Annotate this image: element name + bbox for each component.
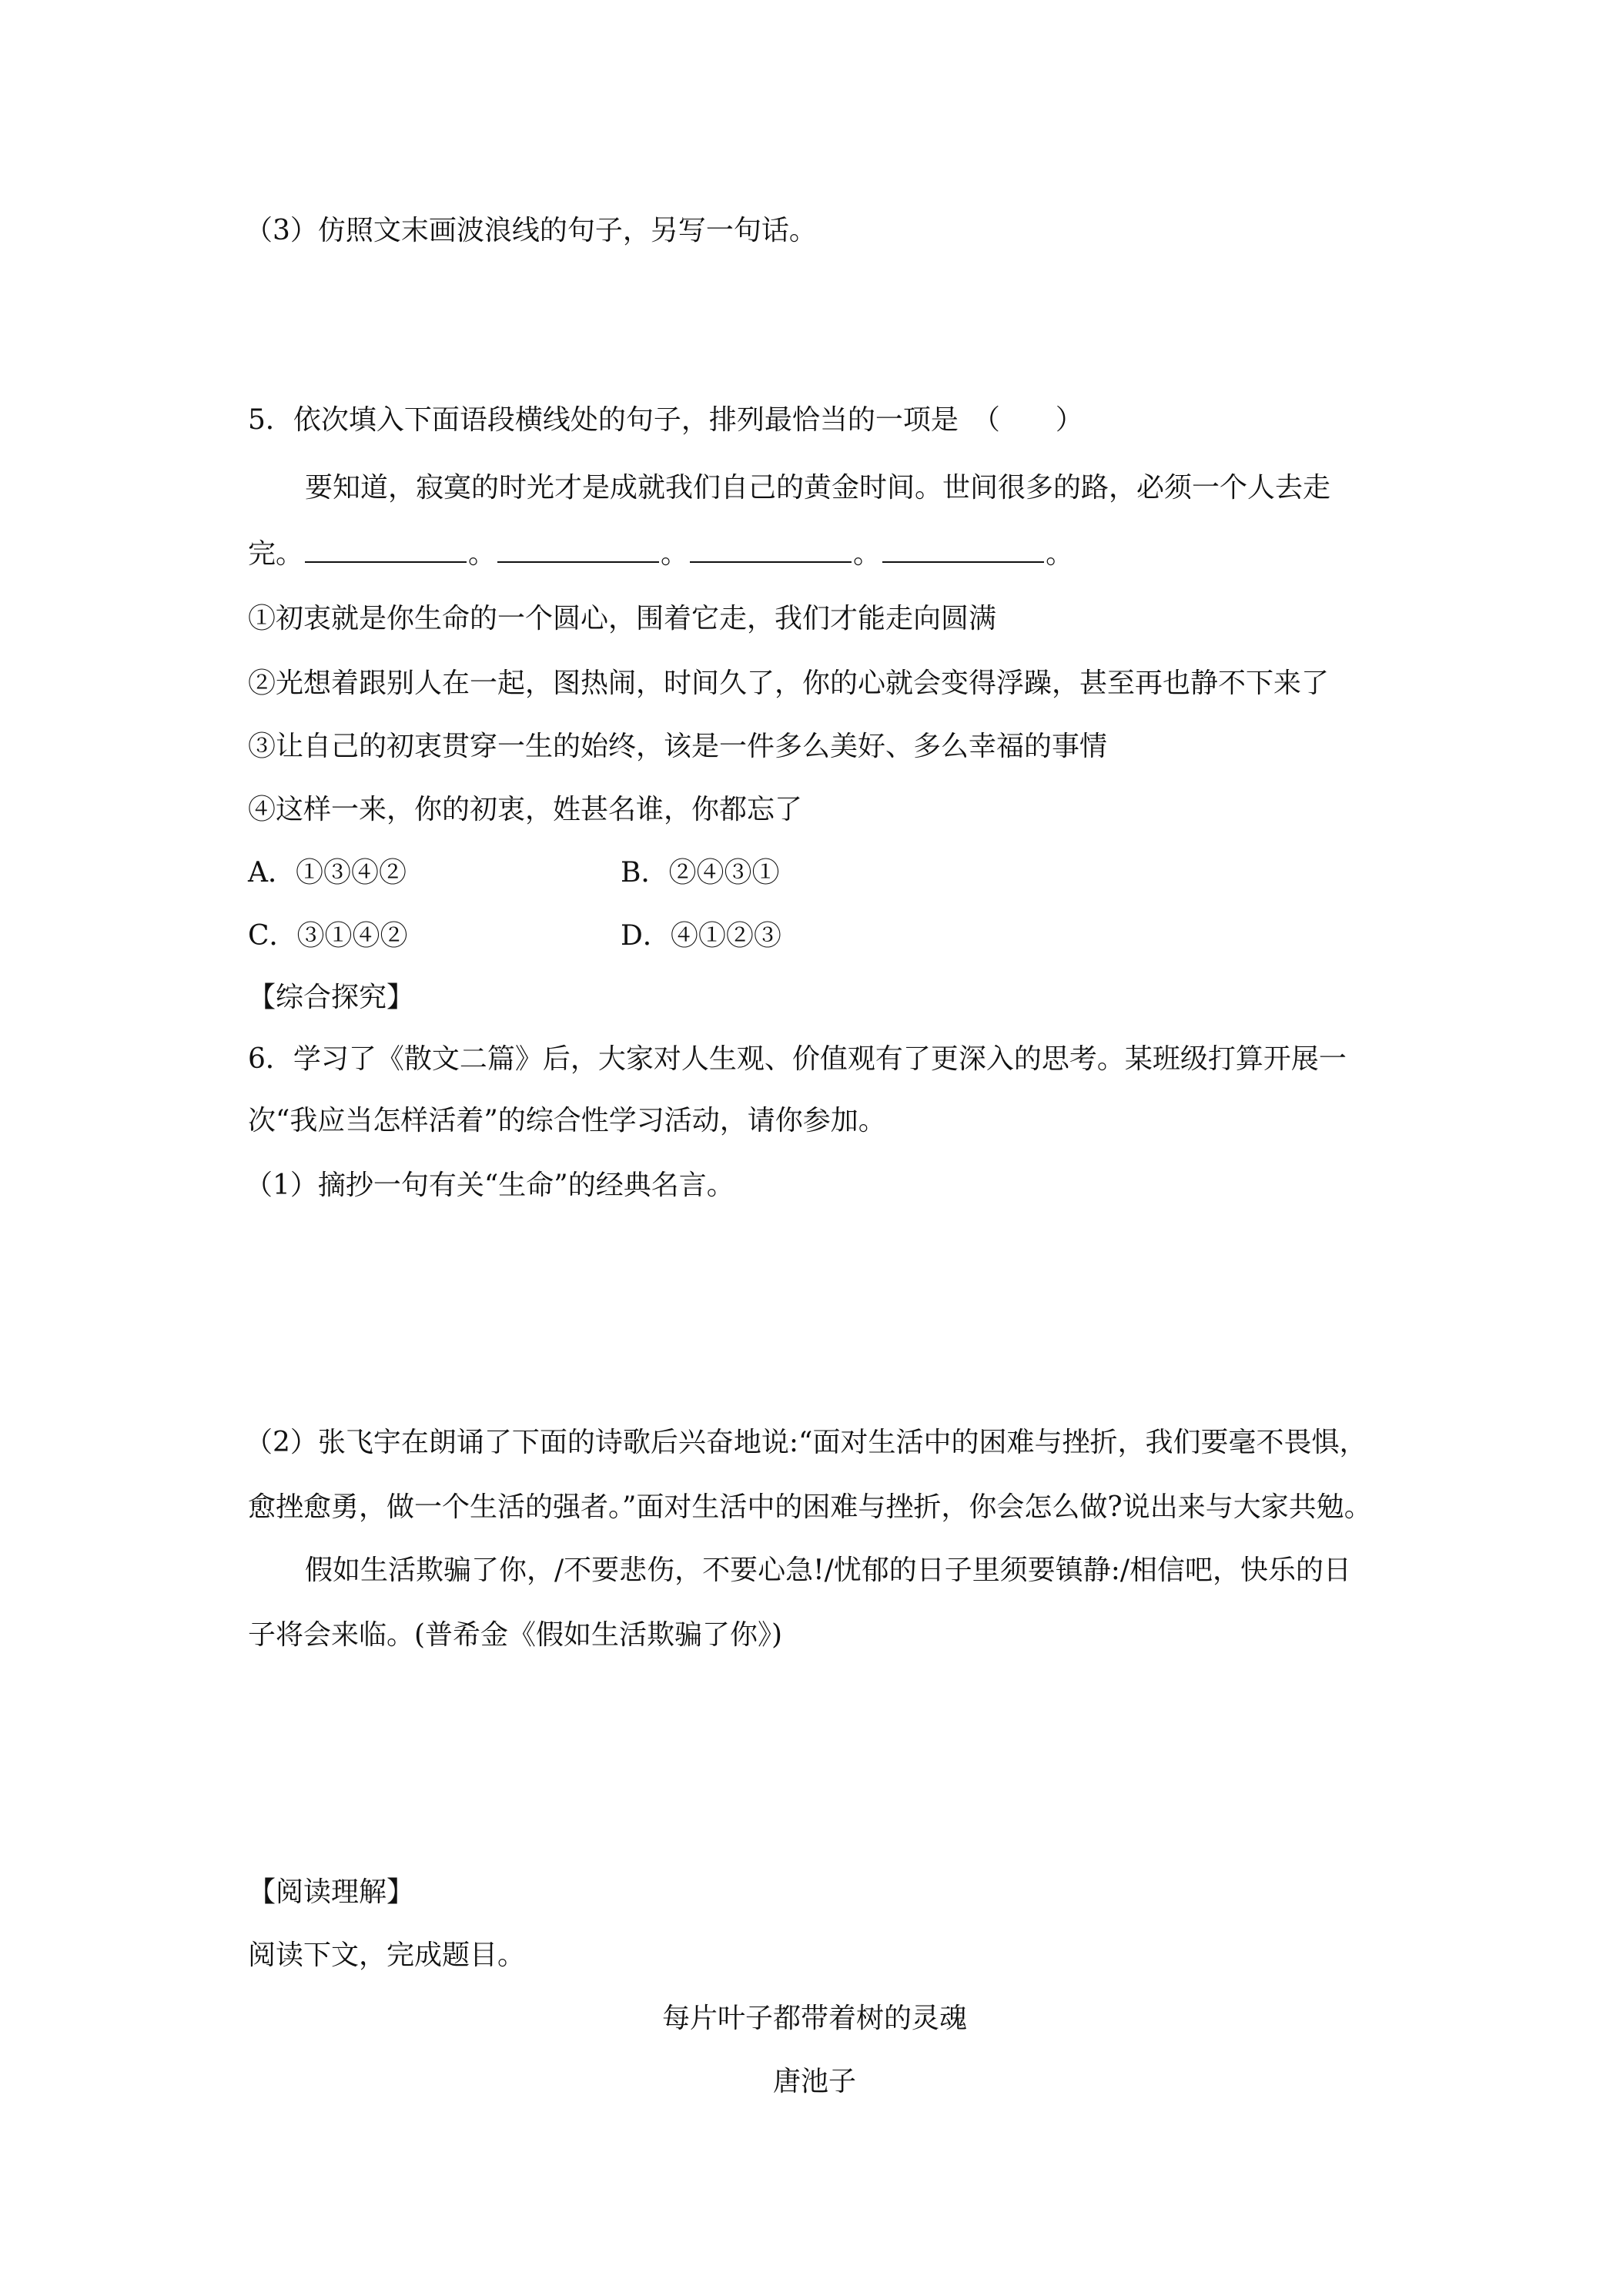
- question-4-3: （3）仿照文末画波浪线的句子，另写一句话。: [245, 215, 817, 246]
- section-heading-integrated: 【综合探究】: [248, 982, 415, 1013]
- question-6-stem-line2: 次“我应当怎样活着”的综合性学习活动，请你参加。: [248, 1105, 886, 1136]
- blank-4: [882, 538, 1044, 563]
- sentence-2: ②光想着跟别人在一起，图热闹，时间久了，你的心就会变得浮躁，甚至再也静不下来了: [248, 668, 1330, 699]
- sentence-4: ④这样一来，你的初衷，姓甚名谁，你都忘了: [248, 794, 803, 825]
- paragraph-prefix: 完。: [248, 538, 304, 570]
- sentence-1: ①初衷就是你生命的一个圆心，围着它走，我们才能走向圆满: [248, 603, 997, 634]
- article-title: 每片叶子都带着树的灵魂: [661, 2003, 968, 2034]
- question-6-sub2-line1: （2）张飞宇在朗诵了下面的诗歌后兴奋地说:“面对生活中的困难与挫折，我们要毫不畏惧，: [245, 1427, 1367, 1458]
- question-6-stem-line1: 6．学习了《散文二篇》后，大家对人生观、价值观有了更深入的思考。某班级打算开展一: [248, 1043, 1347, 1075]
- blank-sep: 。: [661, 538, 689, 570]
- choice-a: A．①③④②: [248, 857, 407, 889]
- blank-sep: 。: [1046, 538, 1074, 570]
- question-5-paragraph-line1: 要知道，寂寞的时光才是成就我们自己的黄金时间。世间很多的路，必须一个人去走: [305, 472, 1331, 504]
- article-author: 唐池子: [772, 2066, 857, 2097]
- choice-b: B．②④③①: [621, 857, 780, 889]
- choice-c: C．③①④②: [248, 920, 408, 952]
- blank-2: [497, 538, 659, 563]
- question-5-stem: 5．依次填入下面语段横线处的句子，排列最恰当的一项是 （ ）: [248, 404, 1083, 436]
- blank-3: [690, 538, 852, 563]
- choice-d: D．④①②③: [621, 920, 781, 952]
- sentence-3: ③让自己的初衷贯穿一生的始终，该是一件多么美好、多么幸福的事情: [248, 731, 1108, 762]
- question-5-paragraph-line2: [248, 536, 1073, 573]
- reading-instruction: 阅读下文，完成题目。: [248, 1940, 526, 1971]
- question-6-sub2-line2: 愈挫愈勇，做一个生活的强者。”面对生活中的困难与挫折，你会怎么做?说出来与大家共勉。: [248, 1491, 1372, 1523]
- blank-sep: 。: [468, 538, 497, 570]
- question-6-sub1: （1）摘抄一句有关“生命”的经典名言。: [245, 1170, 735, 1201]
- poem-line2: 子将会来临。(普希金《假如生活欺骗了你》): [248, 1619, 783, 1651]
- poem-line1: 假如生活欺骗了你，/不要悲伤，不要心急!/忧郁的日子里须要镇静:/相信吧，快乐的日: [305, 1555, 1351, 1586]
- section-heading-reading: 【阅读理解】: [248, 1876, 415, 1908]
- blank-sep: 。: [853, 538, 882, 570]
- blank-1: [305, 538, 467, 563]
